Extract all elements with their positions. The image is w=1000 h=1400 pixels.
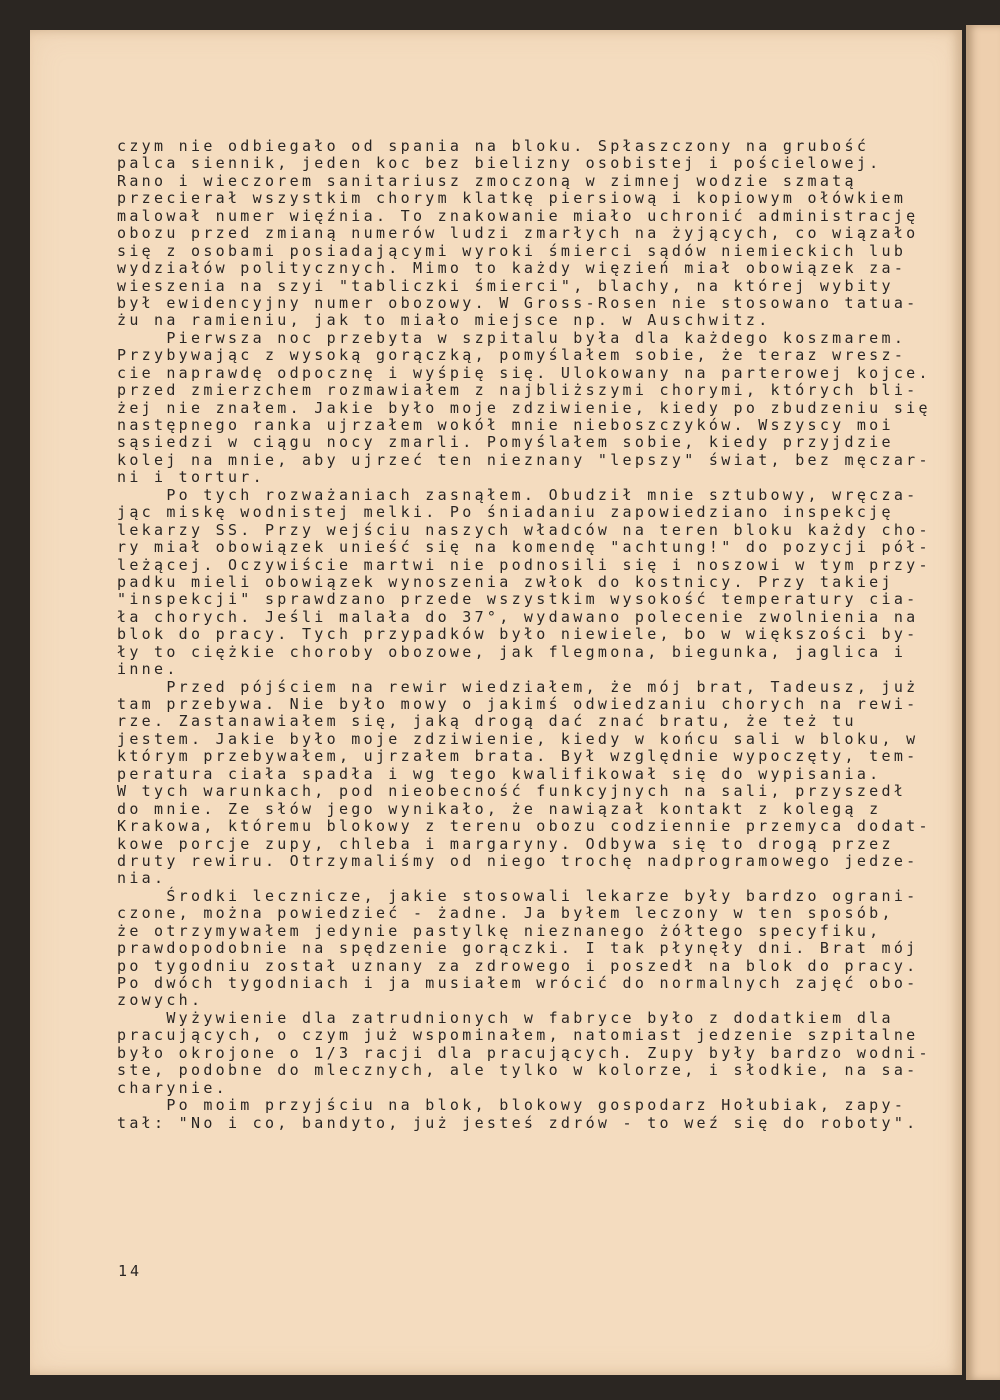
text-line: Po tych rozważaniach zasnąłem. Obudził mnie sztubowy, wręcza-	[117, 485, 919, 504]
text-line: padku mieli obowiązek wynoszenia zwłok do kostnicy. Przy takiej	[117, 572, 894, 591]
text-line: było okrojone o 1/3 racji dla pracujących. Zupy były bardzo wodni-	[117, 1043, 931, 1062]
text-line: peratura ciała spadła i wg tego kwalifikował się do wypisania.	[117, 764, 882, 783]
text-line: sąsiedzi w ciągu nocy zmarli. Pomyślałem sobie, kiedy przyjdzie	[117, 433, 894, 452]
text-line: Po moim przyjściu na blok, blokowy gospodarz Hołubiak, zapy-	[117, 1096, 907, 1115]
text-line: ry miał obowiązek unieść się na komendę "achtung!" do pozycji pół-	[117, 538, 931, 557]
text-line: leżącej. Oczywiście martwi nie podnosili się i noszowi w tym przy-	[117, 555, 931, 574]
text-line: palca siennik, jeden koc bez bielizny osobistej i pościelowej.	[117, 154, 882, 173]
text-line: obozu przed zmianą numerów ludzi zmarłych na żyjących, co wiązało	[117, 224, 919, 243]
text-line: Przed pójściem na rewir wiedziałem, że mój brat, Tadeusz, już	[117, 677, 919, 696]
text-line: Krakowa, któremu blokowy z terenu obozu codziennie przemyca dodat-	[117, 817, 931, 836]
page-number: 14	[118, 1262, 143, 1280]
text-line: przecierał wszystkim chorym klatkę piersiową i kopiowym ołówkiem	[117, 189, 907, 208]
text-line: druty rewiru. Otrzymaliśmy od niego trochę nadprogramowego jedze-	[117, 851, 919, 870]
text-line: inne.	[117, 660, 179, 679]
text-line: kolej na mnie, aby ujrzeć ten nieznany "lepszy" świat, bez męczar-	[117, 450, 931, 469]
text-line: czone, można powiedzieć - żadne. Ja byłem leczony w ten sposób,	[117, 904, 894, 923]
text-line: przed zmierzchem rozmawiałem z najbliższymi chorymi, których bli-	[117, 381, 919, 400]
text-line: Wyżywienie dla zatrudnionych w fabryce było z dodatkiem dla	[117, 1008, 894, 1027]
body-text	[117, 137, 931, 1132]
text-line: kowe porcje zupy, chleba i margaryny. Odbywa się to drogą przez	[117, 834, 894, 853]
text-line: tał: "No i co, bandyto, już jesteś zdrów - to weź się do roboty".	[117, 1113, 919, 1132]
text-line: żu na ramieniu, jak to miało miejsce np. w Auschwitz.	[117, 311, 771, 330]
text-line: do mnie. Ze słów jego wynikało, że nawiązał kontakt z kolegą z	[117, 799, 882, 818]
text-line: się z osobami posiadającymi wyroki śmierci sądów niemieckich lub	[117, 241, 907, 260]
text-line: był ewidencyjny numer obozowy. W Gross-Rosen nie stosowano tatua-	[117, 293, 919, 312]
adjacent-page-edge	[966, 25, 1000, 1380]
text-line: nia.	[117, 869, 167, 888]
text-line: Pierwsza noc przebyta w szpitalu była dla każdego koszmarem.	[117, 328, 907, 347]
text-line: żej nie znałem. Jakie było moje zdziwienie, kiedy po zbudzeniu się	[117, 398, 931, 417]
text-line: malował numer więźnia. To znakowanie miało uchronić administrację	[117, 206, 919, 225]
text-line: W tych warunkach, pod nieobecność funkcyjnych na sali, przyszedł	[117, 782, 907, 801]
text-line: Po dwóch tygodniach i ja musiałem wrócić do normalnych zajęć obo-	[117, 974, 919, 992]
text-line: cie naprawdę odpocznę i wyśpię się. Ulokowany na parterowej kojce.	[117, 363, 931, 382]
text-line: po tygodniu został uznany za zdrowego i poszedł na blok do pracy.	[117, 956, 919, 975]
text-line: że otrzymywałem jedynie pastylkę nieznanego żółtego specyfiku,	[117, 921, 882, 940]
text-line: tam przebywa. Nie było mowy o jakimś odwiedzaniu chorych na rewi-	[117, 695, 919, 713]
text-line: ni i tortur.	[117, 468, 265, 487]
text-line: blok do pracy. Tych przypadków było niewiele, bo w większości by-	[117, 625, 919, 644]
text-line: wydziałów politycznych. Mimo to każdy więzień miał obowiązek za-	[117, 259, 907, 278]
text-line: następnego ranka ujrzałem wokół mnie nieboszczyków. Wszyscy moi	[117, 416, 894, 434]
text-line: "inspekcji" sprawdzano przede wszystkim wysokość temperatury cia-	[117, 590, 919, 609]
text-line: Środki lecznicze, jakie stosowali lekarze były bardzo ograni-	[117, 886, 919, 905]
text-line: ła chorych. Jeśli malała do 37°, wydawano polecenie zwolnienia na	[117, 607, 919, 626]
text-line: czym nie odbiegało od spania na bloku. Spłaszczony na grubość	[117, 137, 870, 155]
text-line: prawdopodobnie na spędzenie gorączki. I tak płynęły dni. Brat mój	[117, 939, 919, 958]
text-line: wieszenia na szyi "tabliczki śmierci", blachy, na której wybity	[117, 276, 894, 295]
text-line: rze. Zastanawiałem się, jaką drogą dać znać bratu, że też tu	[117, 712, 857, 731]
text-line: lekarzy SS. Przy wejściu naszych władców na teren bloku każdy cho-	[117, 520, 931, 539]
text-line: pracujących, o czym już wspominałem, natomiast jedzenie szpitalne	[117, 1026, 919, 1045]
text-line: charynie.	[117, 1078, 228, 1097]
text-line: którym przebywałem, ujrzałem brata. Był względnie wypoczęty, tem-	[117, 747, 919, 766]
text-line: zowych.	[117, 991, 204, 1010]
text-line: ły to ciężkie choroby obozowe, jak flegmona, biegunka, jaglica i	[117, 642, 907, 661]
text-line: Przybywając z wysoką gorączką, pomyślałem sobie, że teraz wresz-	[117, 346, 907, 365]
text-line: jąc miskę wodnistej melki. Po śniadaniu zapowiedziano inspekcję	[117, 503, 894, 522]
text-line: Rano i wieczorem sanitariusz zmoczoną w zimnej wodzie szmatą	[117, 171, 857, 190]
text-line: ste, podobne do mlecznych, ale tylko w kolorze, i słodkie, na sa-	[117, 1061, 919, 1080]
text-line: jestem. Jakie było moje zdziwienie, kiedy w końcu sali w bloku, w	[117, 729, 919, 748]
